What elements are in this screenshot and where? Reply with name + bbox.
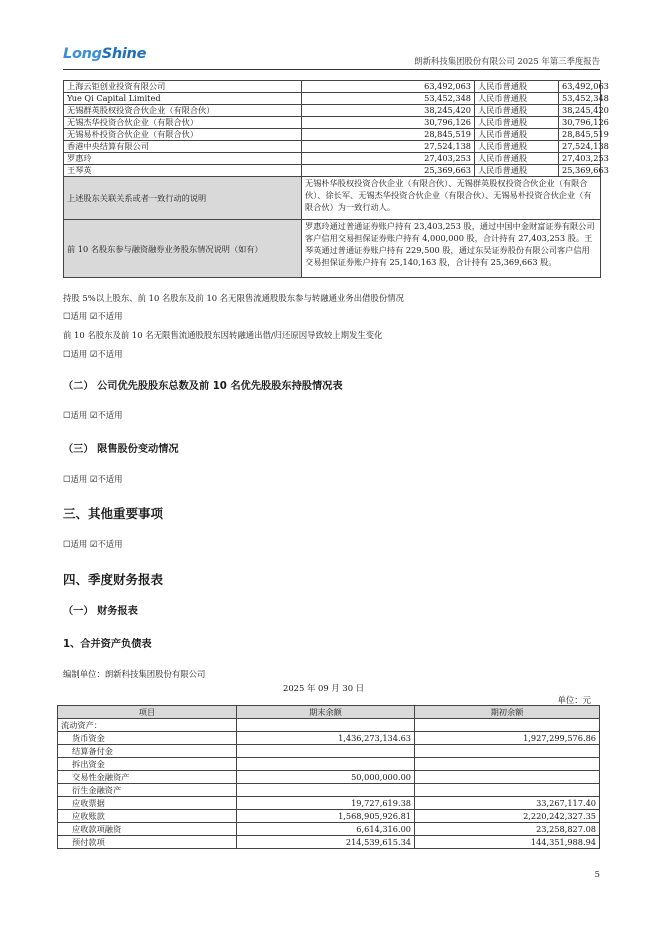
shareholder-row [64,93,601,105]
share-type: 人民币普通股 [475,81,559,93]
share-count: 30,796,126 [559,117,601,129]
applicability-choice: ☐适用 ☑不适用 [63,410,123,420]
balance-item: 货币资金 [58,732,237,745]
page-number: 5 [594,869,600,879]
margin-note-row [64,220,601,278]
balance-begin-value: 33,267,117.40 [415,797,600,810]
balance-item: 结算备付金 [58,745,237,758]
share-count: 63,492,063 [559,81,601,93]
section-financial-statements: 四、季度财务报表 [63,572,164,587]
shareholder-shares: 25,369,663 [302,165,475,177]
balance-row [58,719,600,732]
share-type: 人民币普通股 [475,165,559,177]
balance-end-value [237,745,415,758]
shareholder-name: 无锡易朴投资合伙企业（有限合伙） [64,129,302,141]
shareholder-name: 王琴英 [64,165,302,177]
shareholder-name: 无锡群英股权投资合伙企业（有限合伙） [64,105,302,117]
applicability-choice: ☐适用 ☑不适用 [63,539,123,549]
applicability-choice: ☐适用 ☑不适用 [63,311,123,321]
share-type: 人民币普通股 [475,117,559,129]
shareholder-name: 上海云钜创业投资有限公司 [64,81,302,93]
share-count: 27,403,253 [559,153,601,165]
page-header [63,48,600,70]
share-count: 25,369,663 [559,165,601,177]
subsection-financial-reports: （一） 财务报表 [63,606,138,617]
section-other-matters: 三、其他重要事项 [63,506,164,521]
compiler-line: 编制单位：朗新科技集团股份有限公司 [63,669,206,679]
shareholder-row [64,165,601,177]
balance-row [58,836,600,849]
balance-row [58,758,600,771]
shareholder-row [64,129,601,141]
shareholder-name: Yue Qi Capital Limited [64,93,302,105]
shareholder-row [64,117,601,129]
report-date: 2025 年 09 月 30 日 [283,683,365,693]
shareholder-row [64,141,601,153]
balance-item: 应收账款 [58,810,237,823]
balance-header-row [58,706,600,719]
shareholder-row [64,81,601,93]
balance-sheet-title: 1、合并资产负债表 [63,639,152,650]
col-header-begin: 期初余额 [415,706,600,719]
balance-row [58,745,600,758]
balance-item: 衍生金融资产 [58,784,237,797]
share-type: 人民币普通股 [475,93,559,105]
balance-item: 拆出资金 [58,758,237,771]
change-statement: 前 10 名股东及前 10 名无限售流通股股东因转融通出借/归还原因导致较上期发生变化 [63,330,383,340]
shareholder-shares: 27,524,138 [302,141,475,153]
col-header-item: 项目 [58,706,237,719]
shareholder-shares: 53,452,348 [302,93,475,105]
balance-row [58,771,600,784]
balance-end-value: 1,568,905,926.81 [237,810,415,823]
balance-begin-value [415,745,600,758]
balance-item: 应收票据 [58,797,237,810]
balance-begin-value: 144,351,988.94 [415,836,600,849]
balance-end-value [237,719,415,732]
relation-note-row [64,177,601,220]
share-count: 38,245,420 [559,105,601,117]
share-type: 人民币普通股 [475,129,559,141]
balance-end-value: 50,000,000.00 [237,771,415,784]
share-type: 人民币普通股 [475,105,559,117]
balance-begin-value [415,719,600,732]
currency-unit: 单位：元 [557,695,591,705]
share-type: 人民币普通股 [475,141,559,153]
balance-end-value: 6,614,316.00 [237,823,415,836]
margin-text: 罗惠玲通过普通证券账户持有 23,403,253 股，通过中国中金财富证券有限公司客户信用交易担保证券账户持有 4,000,000 股，合计持有 27,403,253 股。王琴英通过普通证券账户持有 229,500 股，通过东吴证券股份有限公司客户信用交易担保证券账户持有 25,140,163 股，合计持有 25,369,663 股。 [302,220,601,278]
col-header-end: 期末余额 [237,706,415,719]
document-title: 朗新科技集团股份有限公司 2025 年第三季度报告 [414,56,600,66]
section-restricted-shares: （三） 限售股份变动情况 [63,444,179,455]
applicability-choice: ☐适用 ☑不适用 [63,349,123,359]
balance-end-value [237,784,415,797]
balance-row [58,732,600,745]
shareholder-name: 香港中央结算有限公司 [64,141,302,153]
balance-item: 流动资产： [58,719,237,732]
balance-begin-value: 23,258,827.08 [415,823,600,836]
share-count: 28,845,519 [559,129,601,141]
balance-end-value: 214,539,615.34 [237,836,415,849]
balance-row [58,784,600,797]
balance-sheet-table [57,705,600,849]
balance-begin-value [415,784,600,797]
shareholder-name: 罗惠玲 [64,153,302,165]
balance-begin-value [415,771,600,784]
balance-end-value: 1,436,273,134.63 [237,732,415,745]
shareholder-shares: 30,796,126 [302,117,475,129]
shareholder-shares: 27,403,253 [302,153,475,165]
applicability-choice: ☐适用 ☑不适用 [63,474,123,484]
shareholder-shares: 38,245,420 [302,105,475,117]
shareholders-table [63,80,609,278]
shareholder-shares: 63,492,063 [302,81,475,93]
lending-statement: 持股 5%以上股东、前 10 名股东及前 10 名无限售流通股股东参与转融通业务出借股份情况 [63,293,405,303]
shareholder-row [64,153,601,165]
share-count: 53,452,348 [559,93,601,105]
balance-row [58,810,600,823]
relation-text: 无锡朴华股权投资合伙企业（有限合伙）、无锡群英股权投资合伙企业（有限合伙）、徐长军、无锡杰华投资合伙企业（有限合伙）、无锡易朴投资合伙企业（有限合伙）为一致行动人。 [302,177,601,220]
share-count: 27,524,138 [559,141,601,153]
balance-row [58,797,600,810]
shareholder-name: 无锡杰华投资合伙企业（有限合伙） [64,117,302,129]
section-preferred-shares: （二） 公司优先股股东总数及前 10 名优先股股东持股情况表 [63,381,343,392]
share-type: 人民币普通股 [475,153,559,165]
balance-begin-value: 2,220,242,327.35 [415,810,600,823]
shareholder-row [64,105,601,117]
balance-end-value: 19,727,619.38 [237,797,415,810]
balance-item: 预付款项 [58,836,237,849]
shareholder-shares: 28,845,519 [302,129,475,141]
balance-end-value [237,758,415,771]
balance-begin-value [415,758,600,771]
margin-label: 前 10 名股东参与融资融券业务股东情况说明（如有） [64,220,302,278]
balance-begin-value: 1,927,299,576.86 [415,732,600,745]
relation-label: 上述股东关联关系或者一致行动的说明 [64,177,302,220]
company-logo: LongShine [63,46,147,62]
balance-item: 交易性金融资产 [58,771,237,784]
balance-item: 应收款项融资 [58,823,237,836]
balance-row [58,823,600,836]
